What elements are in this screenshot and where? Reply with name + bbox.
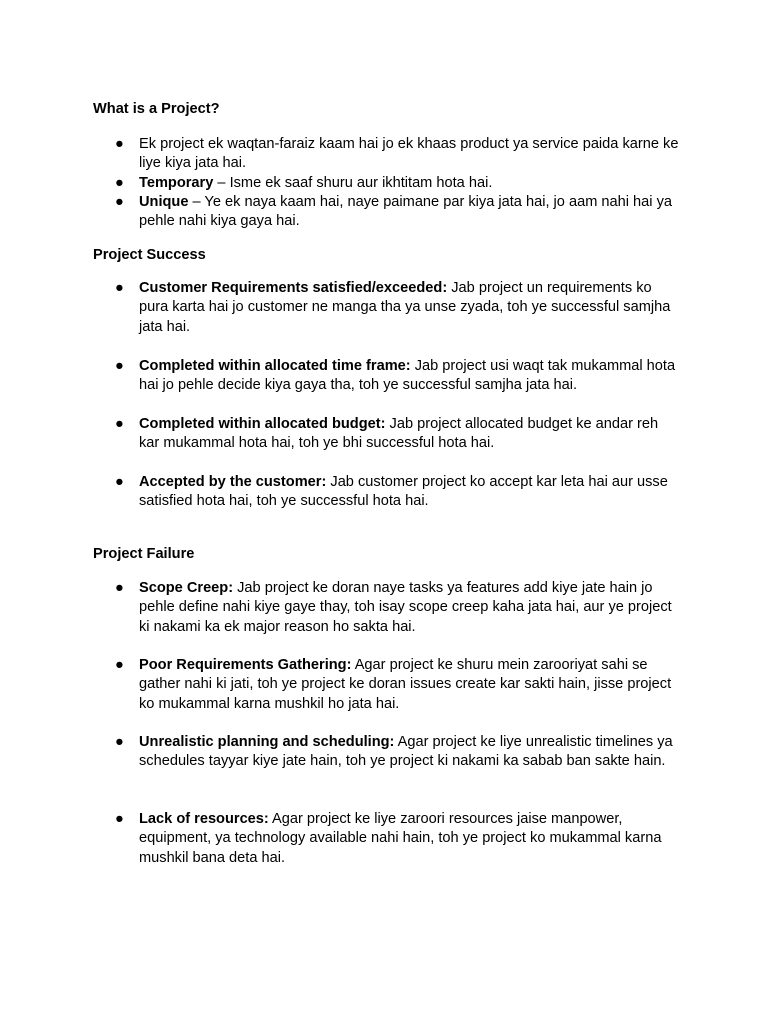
bullet-icon: ● — [115, 136, 124, 152]
bullet-icon: ● — [115, 657, 124, 673]
bullet-icon: ● — [115, 580, 124, 596]
item-term: Lack of resources: — [139, 811, 269, 827]
item-text: Jab project usi waqt tak mukammal hota hai jo pehle decide kiya gaya tha, toh ye successful samjha jata hai. — [139, 358, 676, 394]
item-term: Unique — [139, 194, 189, 210]
item-text: – Ye ek naya kaam hai, naye paimane par kiya jata hai, jo aam nahi hai ya pehle nahi kiya gaya hai. — [139, 194, 672, 230]
item-text: – Isme ek saaf shuru aur ikhtitam hota hai. — [213, 175, 493, 191]
item-term: Unrealistic planning and scheduling: — [139, 734, 395, 750]
bullet-icon: ● — [115, 280, 124, 296]
list-item — [115, 279, 675, 337]
item-text: Jab customer project ko accept kar leta hai aur usse satisfied hota hai, toh ye successful hota hai. — [139, 474, 668, 510]
item-term: Temporary — [139, 175, 214, 191]
item-text: Agar project ke liye unrealistic timelines ya schedules tayyar kiye jate hain, toh ye project ki nakami ka sabab ban sakte hain. — [139, 734, 673, 770]
item-term: Accepted by the customer: — [139, 474, 327, 490]
list-item — [115, 415, 675, 454]
bullet-icon: ● — [115, 734, 124, 750]
item-term: Completed within allocated budget: — [139, 416, 386, 432]
item-text: Jab project un requirements ko pura karta hai jo customer ne manga tha ya unse zyada, toh ye successful samjha jata hai. — [139, 280, 671, 335]
item-term: Poor Requirements Gathering: — [139, 657, 352, 673]
list-item — [115, 357, 675, 396]
list-item — [115, 656, 675, 714]
bullet-icon: ● — [115, 474, 124, 490]
item-text: Agar project ke shuru mein zarooriyat sahi se gather nahi ki jati, toh ye project ke doran issues create kar sakti hain, jisse project ko mukammal karna mushkil ho jata hai. — [139, 657, 672, 712]
item-text: Jab project allocated budget ke andar reh kar mukammal hota hai, toh ye bhi successful hota hai. — [139, 416, 659, 452]
bullet-icon: ● — [115, 811, 124, 827]
list-item — [115, 174, 675, 193]
list-item — [115, 473, 675, 512]
item-text: Agar project ke liye zaroori resources jaise manpower, equipment, ya technology available nahi hain, toh ye project ko mukammal karna mushkil bana deta hai. — [139, 811, 662, 866]
bullet-icon: ● — [115, 416, 124, 432]
list-item — [115, 810, 675, 868]
list-item — [115, 135, 679, 174]
bullet-icon: ● — [115, 194, 124, 210]
item-text: Jab project ke doran naye tasks ya features add kiye jate hain jo pehle define nahi kiye gaye thay, toh isay scope creep kaha jata hai, aur ye project ki nakami ka ek major reason ho sakta hai. — [139, 580, 672, 635]
list-item — [115, 193, 675, 232]
item-text: Ek project ek waqtan-faraiz kaam hai jo ek khaas product ya service paida karne ke liye kiya jata hai. — [139, 136, 679, 172]
bullet-icon: ● — [115, 175, 124, 191]
item-term: Customer Requirements satisfied/exceeded: — [139, 280, 448, 296]
section-heading-project-failure: Project Failure — [93, 546, 195, 562]
section-heading-what-is-project: What is a Project? — [93, 101, 220, 117]
bullet-icon: ● — [115, 358, 124, 374]
list-item — [115, 733, 675, 772]
item-term: Scope Creep: — [139, 580, 234, 596]
section-heading-project-success: Project Success — [93, 247, 206, 263]
list-item — [115, 579, 675, 637]
item-term: Completed within allocated time frame: — [139, 358, 411, 374]
